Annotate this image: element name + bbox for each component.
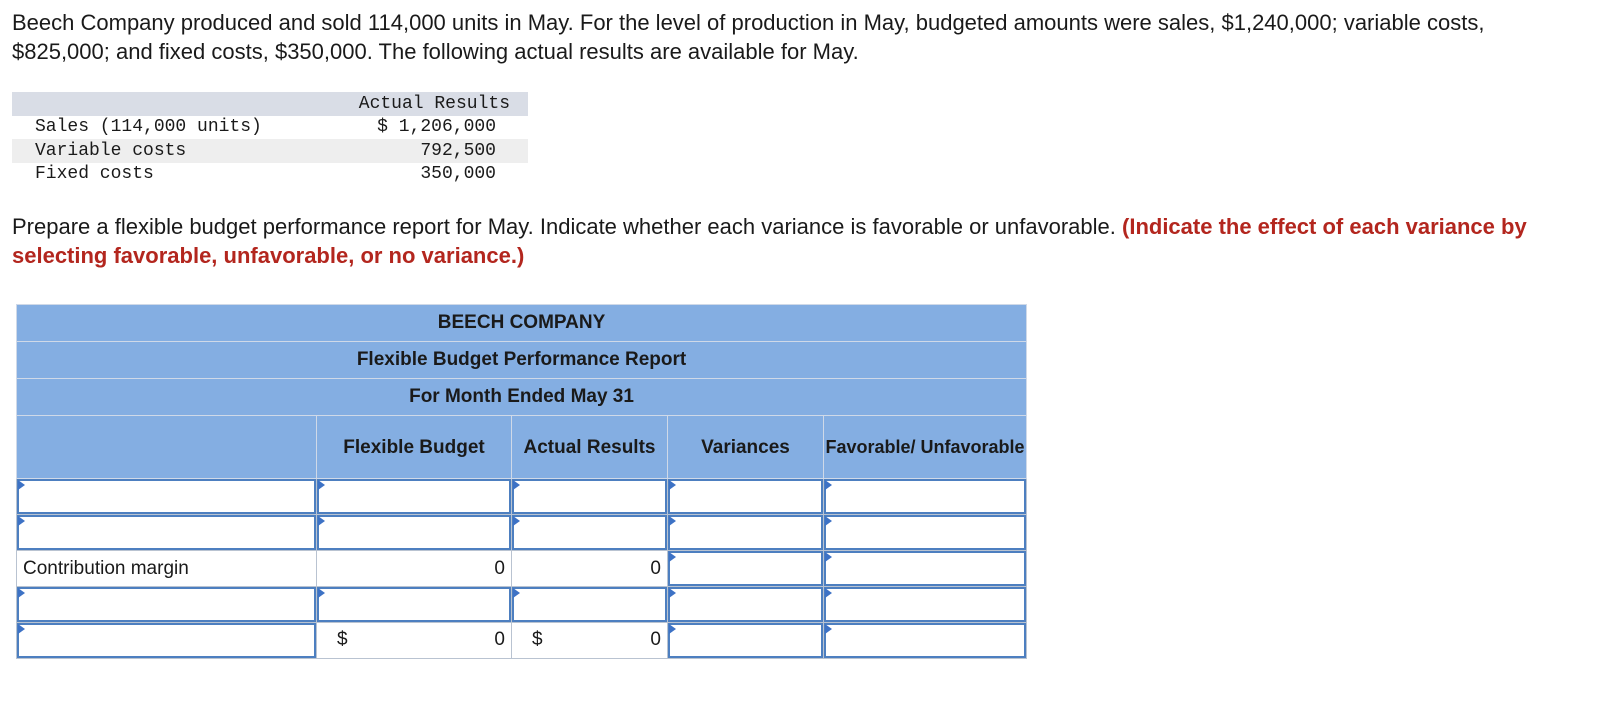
flexible-cell [317,479,512,515]
given-header-row [12,92,528,116]
row-label-input[interactable] [17,587,316,622]
problem-intro: Beech Company produced and sold 114,000 units in May. For the level of production in May, budgeted amounts were sales, $1,240,000; variable costs, $825,000; and fixed costs, $350,000. The following actual results are available for May. [12,10,1485,64]
row-label-input[interactable] [17,623,316,658]
fav-unfav-cell [824,587,1027,623]
row-label-cell [17,623,317,659]
blank-header [17,416,317,479]
row-label-input[interactable] [17,515,316,550]
row-label-cell [17,515,317,551]
actual-cell [512,479,668,515]
net-flexible-cell [317,623,512,659]
fav-unfav-select[interactable] [824,551,1026,586]
actual-input[interactable] [512,479,667,514]
row-label-cell [17,479,317,515]
row-label-input[interactable] [17,479,316,514]
actual-cell [512,515,668,551]
given-value: 350,000 [420,164,496,185]
contribution-actual-value: 0 [512,551,668,587]
fav-unfav-cell [824,515,1027,551]
given-value: 792,500 [420,140,496,161]
col-flexible-budget: Flexible Budget [317,416,512,479]
col-favorable-unfavorable: Favorable/ Unfavorable [824,416,1027,479]
flexible-input[interactable] [317,479,511,514]
flexible-cell [317,515,512,551]
given-label: Fixed costs [35,164,154,185]
actual-cell [512,587,668,623]
instructions [12,212,1542,270]
variance-input[interactable] [668,587,823,622]
variance-cell [668,515,824,551]
table-row [17,515,1027,551]
given-row-sales [12,116,528,140]
variance-cell [668,587,824,623]
contribution-margin-row [17,551,1027,587]
variance-input[interactable] [668,551,823,586]
variance-cell [668,551,824,587]
fav-unfav-select[interactable] [824,623,1026,658]
dollar-sign: $ [532,629,543,650]
given-header-label: Actual Results [358,93,510,114]
table-row [17,479,1027,515]
table-row [17,587,1027,623]
report-company: BEECH COMPANY [17,305,1027,342]
row-label-cell [17,587,317,623]
net-income-row [17,623,1027,659]
fav-unfav-cell [824,623,1027,659]
variance-cell [668,479,824,515]
contribution-flexible-value: 0 [317,551,512,587]
fav-unfav-cell [824,551,1027,587]
variance-input[interactable] [668,623,823,658]
variance-input[interactable] [668,479,823,514]
performance-report-table [16,304,1027,659]
flexible-cell [317,587,512,623]
given-label: Sales (114,000 units) [35,117,262,138]
dollar-sign: $ [337,629,348,650]
flexible-input[interactable] [317,515,511,550]
fav-unfav-cell [824,479,1027,515]
actual-input[interactable] [512,515,667,550]
flexible-input[interactable] [317,587,511,622]
given-row-fixed-costs [12,163,528,187]
net-actual-value: 0 [650,629,661,650]
instructions-text: Prepare a flexible budget performance report for May. Indicate whether each variance is favorable or unfavorable. [12,214,1116,239]
actual-input[interactable] [512,587,667,622]
given-data-table [12,92,528,186]
instructions-emphasis: (Indicate the effect of each variance by selecting favorable, unfavorable, or no variance.) [12,214,1527,268]
fav-unfav-select[interactable] [824,587,1026,622]
report-title: Flexible Budget Performance Report [17,342,1027,379]
col-actual-results: Actual Results [512,416,668,479]
net-flexible-value: 0 [494,629,505,650]
variance-cell [668,623,824,659]
given-row-variable-costs [12,139,528,163]
net-actual-cell [512,623,668,659]
report-period: For Month Ended May 31 [17,379,1027,416]
fav-unfav-select[interactable] [824,479,1026,514]
given-value: $ 1,206,000 [377,117,496,138]
fav-unfav-select[interactable] [824,515,1026,550]
col-variances: Variances [668,416,824,479]
contribution-margin-label: Contribution margin [17,551,317,587]
given-label: Variable costs [35,140,187,161]
variance-input[interactable] [668,515,823,550]
